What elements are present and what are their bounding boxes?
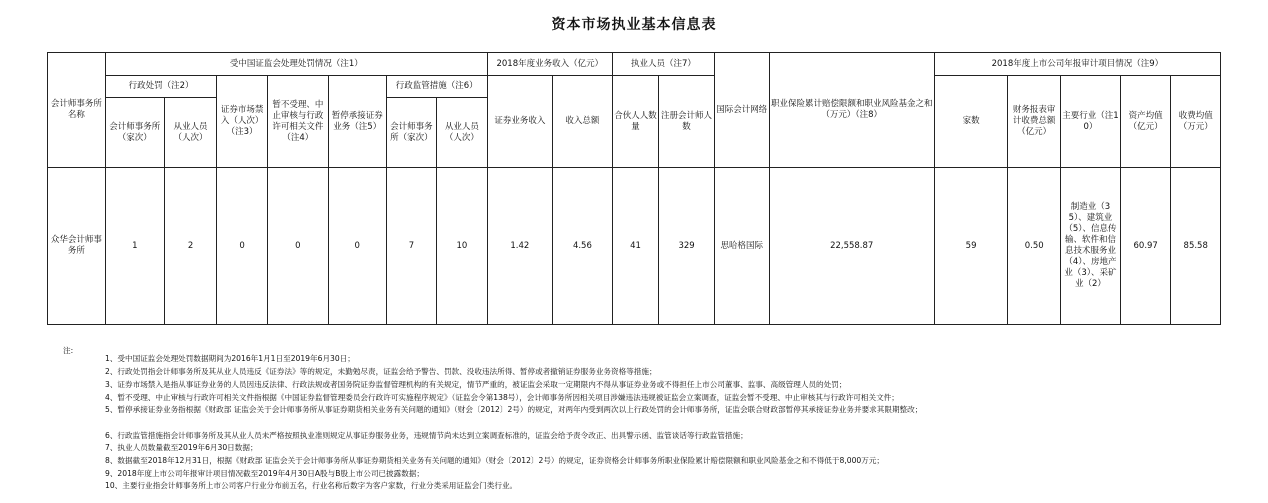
notes-label: 注:: [63, 346, 74, 355]
cell-avg-charge: 85.58: [1171, 168, 1221, 325]
cell-securities-revenue: 1.42: [487, 168, 552, 325]
cell-avg-fee: 0.50: [1008, 168, 1061, 325]
header-partners: 合伙人人数量: [612, 76, 658, 168]
cell-partners: 41: [612, 168, 658, 325]
header-admin-measures: 行政监管措施（注6）: [386, 76, 487, 98]
cell-staff-count: 2: [164, 168, 217, 325]
header-revenue-2018: 2018年度业务收入（亿元）: [487, 53, 612, 76]
cell-market-ban: 0: [217, 168, 267, 325]
header-firm-count-2: 会计师事务所（家次）: [386, 98, 436, 168]
cell-suspend-review: 0: [267, 168, 328, 325]
header-cpas: 注册会计师人数: [659, 76, 715, 168]
header-admin-penalty: 行政处罚（注2）: [105, 76, 217, 98]
cell-staff-count-2: 10: [437, 168, 488, 325]
header-audit-2018: 2018年度上市公司年报审计项目情况（注9）: [934, 53, 1220, 76]
header-intl-network: 国际会计网络: [714, 53, 769, 168]
header-csrc-penalty: 受中国证监会处理处罚情况（注1）: [105, 53, 487, 76]
info-table: [47, 52, 1221, 325]
cell-cpas: 329: [659, 168, 715, 325]
header-firm-name: 会计师事务所名称: [48, 53, 106, 168]
header-firm-count: 会计师事务所（家次）: [105, 98, 164, 168]
cell-total-revenue: 4.56: [552, 168, 612, 325]
note-line: 9、2018年度上市公司年报审计项目情况截至2019年4月30日A股与B股上市公司已披露数据；: [105, 469, 424, 478]
cell-companies: 59: [934, 168, 1008, 325]
note-line: 2、行政处罚指会计师事务所及其从业人员违反《证券法》等的规定，未勤勉尽责，证监会给予警告、罚款、没收违法所得、暂停或者撤销证券服务业务资格等措施；: [105, 367, 657, 376]
header-suspend-business: 暂停承接证券业务（注5）: [328, 76, 386, 168]
header-insurance: 职业保险累计赔偿限额和职业风险基金之和（万元）（注8）: [769, 53, 934, 168]
note-line: 5、暂停承接证券业务指根据《财政部 证监会关于会计师事务所从事证券期货相关业务有关问题的通知》（财会〔2012〕2号）的规定，对两年内受到两次以上行政处罚的会计师事务所，证监会联合财政部暂停其承接证券业务并要求其限期整改；: [105, 405, 923, 414]
header-avg-fee: 财务报表审计收费总额（亿元）: [1008, 76, 1061, 168]
cell-firm-count: 1: [105, 168, 164, 325]
note-line: 4、暂不受理、中止审核与行政许可相关文件指根据《中国证券监督管理委员会行政许可实施程序规定》（证监会令第138号），会计师事务所因相关项目涉嫌违法违规被证监会立案调查，证监会暂不受理、中止审核其与行政许可相关文件；: [105, 393, 899, 402]
note-line: 8、数据截至2018年12月31日，根据《财政部 证监会关于会计师事务所从事证券期货相关业务有关问题的通知》（财会〔2012〕2号）的规定，证券资格会计师事务所职业保险累计赔偿限额和职业风险基金之和不得低于8,000万元；: [105, 456, 885, 465]
header-companies: 家数: [934, 76, 1008, 168]
cell-firm-count-2: 7: [386, 168, 436, 325]
header-market-ban: 证券市场禁入（人次）（注3）: [217, 76, 267, 168]
note-line: 3、证券市场禁入是指从事证券业务的人员因违反法律、行政法规或者国务院证券监督管理机构的有关规定，情节严重的，被证监会采取一定期限内不得从事证券业务或不得担任上市公司董事、监事、高级管理人员的处罚；: [105, 380, 847, 389]
header-securities-revenue: 证券业务收入: [487, 76, 552, 168]
table-row: [48, 168, 1221, 325]
cell-network: 思哈格国际: [714, 168, 769, 325]
header-staff-count: 从业人员（人次）: [164, 98, 217, 168]
cell-firm: 众华会计师事务所: [48, 168, 106, 325]
header-practitioners: 执业人员（注7）: [612, 53, 714, 76]
header-total-revenue: 收入总额: [552, 76, 612, 168]
header-avg-assets: 资产均值（亿元）: [1120, 76, 1170, 168]
cell-avg-assets: 60.97: [1120, 168, 1170, 325]
cell-suspend-business: 0: [328, 168, 386, 325]
note-line: 10、主要行业指会计师事务所上市公司客户行业分布前五名，行业名称后数字为客户家数，行业分类采用证监会门类行业。: [105, 481, 518, 490]
cell-insurance: 22,558.87: [769, 168, 934, 325]
note-line: 1、受中国证监会处理处罚数据期间为2016年1月1日至2019年6月30日；: [105, 354, 355, 363]
header-staff-count-2: 从业人员（人次）: [437, 98, 488, 168]
header-main-industry: 主要行业（注10）: [1060, 76, 1120, 168]
cell-industry: 制造业（35）、建筑业（5）、信息传输、软件和信息技术服务业（4）、房地产业（3）、采矿业（2）: [1060, 168, 1120, 325]
header-suspend-review: 暂不受理、中止审核与行政许可相关文件（注4）: [267, 76, 328, 168]
note-line: 7、执业人员数量截至2019年6月30日数据；: [105, 443, 258, 452]
page-title: 资本市场执业基本信息表: [551, 17, 717, 33]
note-line: 6、行政监管措施指会计师事务所及其从业人员未严格按照执业准则规定从事证券服务业务，违规情节尚未达到立案调查标准的，证监会给予责令改正、出具警示函、监管谈话等行政监管措施；: [105, 431, 748, 440]
header-avg-charge: 收费均值（万元）: [1171, 76, 1221, 168]
